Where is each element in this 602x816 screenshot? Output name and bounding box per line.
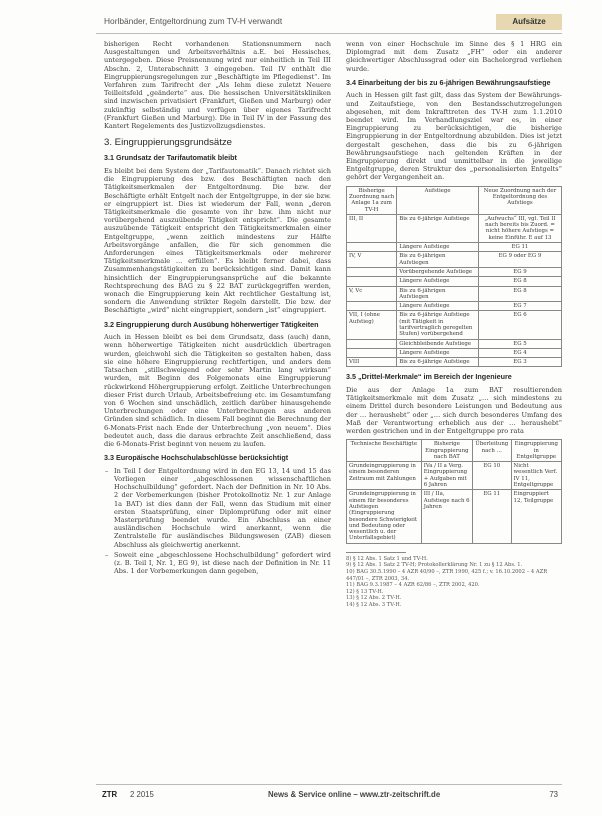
list-item: – Soweit eine „abgeschlossene Hochschulbildung“ gefordert wird (z. B. Teil I, Nr. 1, EG 9), ist diese nach der Definition in Nr. 11 Abs. 1 der Vorbemerkungen dann gegeben, xyxy=(114,551,331,576)
table-header-cell: Neue Zuordnung nach der Entgeltordnung des Aufstiegs xyxy=(478,186,561,214)
table-row xyxy=(347,302,562,311)
table-cell xyxy=(347,243,397,252)
table-row xyxy=(347,348,562,357)
running-title: Horlbänder, Entgeltordnung zum TV-H verwandt xyxy=(104,16,283,26)
table-cell xyxy=(347,302,397,311)
footnote: 12) § 13 TV-H. xyxy=(346,588,384,595)
section-3-3-heading: 3.3 Europäische Hochschulabschlüsse berücksichtigt xyxy=(104,453,289,463)
table-header-cell: Bisherige Zuordnung nach Anlage 1a zum TV-H xyxy=(347,186,397,214)
aufstiege-table xyxy=(346,186,562,368)
table-cell: Bis zu 6-jährigen Aufstiegen xyxy=(397,286,479,302)
table-row xyxy=(347,243,562,252)
table-cell: EG 9 oder EG 9 xyxy=(478,252,561,268)
footnote: 14) § 12 Abs. 3 TV-H. xyxy=(346,601,402,608)
table-cell: IVa / II a Verg. Eingruppierung + Aufgaben mit 6 Jahren xyxy=(421,462,472,490)
section-tag: Aufsätze xyxy=(496,14,562,30)
running-header xyxy=(96,14,562,32)
intro-paragraph: bisherigen Recht vorhandenen Stationsnummern nach Ausgestaltungen und Arbeitsverhältnis a.E. bei Hessisches, untergegeben. Diese Preisnennung wird nur einheitlich in Teil III Abschn. 2, Unterabschnitt 3 eingegeben. Teil IV enthält die Eingruppierungsregelungen zur „Beschäftigte im Pflegedienst“. Im Verfahren zum Tarifrecht der „Als Iehm diese zuletzt Neuere Teilleitsfeld „geänderte“ aus. Die hessischen Universitätskliniken sind inzwischen privatisiert (Frankfurt, Gießen und Marburg) oder zukünftig selbständig und verfügen über eigenes Tarifrecht (Frankfurt Gießen und Marburg). Die in Teil IV in der Fassung des Kantert Regelements des Justizvollzugsdienstes. xyxy=(104,40,331,131)
table-cell xyxy=(347,267,397,276)
section-3-4-heading: 3.4 Einarbeitung der bis zu 6-jährigen Bewährungsaufstiege xyxy=(346,77,551,87)
right-column xyxy=(346,40,562,608)
footnote: 9) § 12 Abs. 1 Satz 2 TV-H; Protokollerklärung Nr. 1 zu § 12 Abs. 1. xyxy=(346,562,523,569)
left-column xyxy=(104,40,331,577)
table-cell: EG 4 xyxy=(478,348,561,357)
table-row xyxy=(347,277,562,286)
table-header-row xyxy=(347,186,562,214)
ingenieure-table xyxy=(346,439,562,543)
table-row xyxy=(347,311,562,339)
section-3-1-paragraph: Es bleibt bei dem System der „Tarifautomatik“. Danach richtet sich die Eingruppierung des bzw. des Beschäftigten nach den Tätigkeitsmerkmalen der Entgeltordnung. Die bzw. der Beschäftigte erhält Entgelt nach der Entgeltgruppe, in der sie bzw. er eingruppiert ist. Dies ist wiederum der Fall, wenn „deren Tätigkeitsmerkmale die gesamte von ihr bzw. ihm nicht nur vorübergehend auszuübende Tätigkeit entspricht“. Die gesamte auszuübende Tätigkeit entspricht den Tätigkeitsmerkmalen einer Entgeltgruppe, „wenn zeitlich mindestens zur Hälfte Arbeitsvorgänge anfallen, die für sich genommen die Anforderungen eines Tätigkeitsmerkmals oder mehrerer Tätigkeitsmerkmale … erfüllen“. Es bleibt ferner dabei, dass Zusammenhangstätigkeiten zu berücksichtigen sind. Damit kann hinsichtlich der Eingruppierungsansprüche auf die bekannte Rechtsprechung des BAG zu § 22 BAT zurückgegriffen werden, wonach die Eingruppierung kein Akt rechtlicher Gestaltung ist, sondern die Anwendung strikter Regeln darstellt. Die bzw. der Beschäftigte „wird“ nicht eingruppiert, sondern „ist“ eingruppiert. xyxy=(104,167,331,315)
section-3-heading: 3. Eingruppierungsgrundsätze xyxy=(104,137,233,149)
issue-number: 2 2015 xyxy=(130,790,154,799)
table-header-cell: Bisherige Eingruppierung nach BAT xyxy=(421,440,472,462)
ingenieure-table-body xyxy=(347,462,562,544)
page-footer xyxy=(96,784,562,800)
section-3-3-list xyxy=(104,467,331,576)
table-cell: Nicht wesentlich Verf. IV 11, Entgeltgruppe xyxy=(511,462,561,490)
table-header-cell: Eingruppierung in Entgeltgruppe xyxy=(511,440,561,462)
table-cell: EG 5 xyxy=(478,339,561,348)
table-cell: „Aufwuchs“ III, vgl. Teil II nach bereits bis Zuord. = nicht höhere Aufstiegs = keine Einführ. E auf 13 xyxy=(478,214,561,242)
section-3-1-heading: 3.1 Grundsatz der Tarifautomatik bleibt xyxy=(104,153,237,163)
footnote-rule xyxy=(346,552,406,553)
table-cell: EG 11 xyxy=(478,243,561,252)
table-cell xyxy=(347,339,397,348)
table-cell: Grundeingruppierung in einem besonderen Zeitraum mit Zahlungen xyxy=(347,462,422,490)
footnotes xyxy=(346,556,562,609)
table-header-cell: Überleitung nach … xyxy=(473,440,512,462)
table-cell: VII, I (ohne Aufstieg) xyxy=(347,311,397,339)
table-header-cell: Technische Beschäftigte xyxy=(347,440,422,462)
footer-website: News & Service online – www.ztr-zeitschrift.de xyxy=(268,790,441,799)
footnote: 11) BAG 9.3.1987 – 4 AZR 62/86 –, ZTR 2002, 420. xyxy=(346,582,480,589)
continuation-paragraph: wenn von einer Hochschule im Sinne des § 1 HRG ein Diplomgrad mit dem Zusatz „FH“ oder ein anderer gleichwertiger Abschlussgrad oder ein Bachelorgrad verliehen wurde. xyxy=(346,40,562,73)
footnote: 13) § 12 Abs. 2 TV-H. xyxy=(346,595,402,602)
table-cell: IV, V xyxy=(347,252,397,268)
footnote: 8) § 12 Abs. 1 Satz 1 und TV-H. xyxy=(346,555,428,562)
table-row xyxy=(347,286,562,302)
list-item: – In Teil I der Entgeltordnung wird in den EG 13, 14 und 15 das Vorliegen einer „abgeschlossenen wissenschaftlichen Hochschulbildung“ gefordert. Nach der Definition in Nr. 10 Abs. 2 der Vorbemerkungen (bisher Protokollnotiz Nr. 1 zur Anlage 1a BAT) ist dies dann der Fall, wenn das Studium mit einer ersten Staatsprüfung, einer Diplomprüfung oder mit einer Masterprüfung beendet wurde. Ein Abschluss an einer ausländischen Hochschule wird anerkannt, wenn die Zentralstelle für ausländisches Bildungswesen (ZAB) diesen Abschluss als gleichwertig anerkennt. xyxy=(114,467,331,549)
table-row xyxy=(347,490,562,543)
table-cell: EG 9 xyxy=(478,267,561,276)
table-cell: III / IIa, Aufstiege nach 6 Jahren xyxy=(421,490,472,543)
section-3-2-heading: 3.2 Eingruppierung durch Ausübung höherwertiger Tätigkeiten xyxy=(104,319,319,329)
section-3-5-heading: 3.5 „Drittel-Merkmale“ im Bereich der Ingenieure xyxy=(346,372,512,382)
table-row xyxy=(347,358,562,367)
journal-name: ZTR xyxy=(102,790,118,799)
table-cell: EG 8 xyxy=(478,286,561,302)
table-cell: Bis zu 6-jährige Aufstiege xyxy=(397,358,479,367)
table-cell: Eingruppiert 12, Teilgruppe xyxy=(511,490,561,543)
table-row xyxy=(347,462,562,490)
table-cell: III, II xyxy=(347,214,397,242)
table-cell: Bis zu 6-jährigen Aufstiegen xyxy=(397,252,479,268)
page-number: 73 xyxy=(549,790,558,799)
table-cell xyxy=(347,348,397,357)
table-cell: EG 7 xyxy=(478,302,561,311)
table-cell: EG 6 xyxy=(478,311,561,339)
section-3-2-paragraph: Auch in Hessen bleibt es bei dem Grundsatz, dass (auch) dann, wenn höherwertige Tätigkeiten nicht ausdrücklich übertragen wurden, gleichwohl sich die Tätigkeiten so gestalten haben, dass sie eine höhere Eingruppierung rechtfertigen, und anders dem Tatsachen „stillschweigend oder sehr Martin lang wirksam“ wurden, mit Beginn des Folgemonats eine Eingruppierung rückwirkend Höhergruppierung erfolgt. Zeitliche Unterbrechungen dieser Frist durch Urlaub, Arbeitsbefreiung etc. im Gesamtumfang von 6 Wochen sind unschädlich, zeitlich darüber hinausgehende Unterbrechungen oder eine Unterbrechungen aus anderen Gründen sind schädlich. In diesem Fall beginnt die Berechnung der 6-Monats-Frist nach Ende der Unterbrechung „von neuem“. Dies bedeutet auch, dass die daraus erbrachte Zeit anschließend, dass die 6-Monats-Frist beginnt von neuem zu laufen. xyxy=(104,333,331,448)
table-cell: VIII xyxy=(347,358,397,367)
table-cell: V, Vc xyxy=(347,286,397,302)
table-row xyxy=(347,214,562,242)
table-cell: Längere Aufstiege xyxy=(397,243,479,252)
table-cell xyxy=(347,277,397,286)
table-header-row xyxy=(347,440,562,462)
table-cell: EG 11 xyxy=(473,490,512,543)
table-row xyxy=(347,339,562,348)
table-cell: Längere Aufstiege xyxy=(397,348,479,357)
table-cell: Längere Aufstiege xyxy=(397,302,479,311)
table-header-cell: Aufstiege xyxy=(397,186,479,214)
footnote: 10) BAG 30.5.1990 – 4 AZR 40/90 –, ZTR 1990, 425 f.; v. 16.10.2002 – 4 AZR 447/01 –, ZTR 2003, 34. xyxy=(346,568,548,582)
table-cell: Vorübergehende Aufstiege xyxy=(397,267,479,276)
table-cell: EG 3 xyxy=(478,358,561,367)
table-cell: Bis zu 6-jährige Aufstiege xyxy=(397,214,479,242)
table-cell: Bis zu 6-jährige Aufstiege (mit Tätigkeit in tarifvertraglich geregelten Stufen) vorübergehend xyxy=(397,311,479,339)
table-row xyxy=(347,252,562,268)
table-cell: Längere Aufstiege xyxy=(397,277,479,286)
section-3-4-paragraph: Auch in Hessen gilt fast gilt, dass das System der Bewährungs- und Zeitaufstiege, von den Bestandsschutzregelungen abgesehen, mit dem Inkrafttreten des TV-H zum 1.1.2010 beendet wird. Im Verhandlungsziel war es, in einer Eingruppierung zu berücksichtigen, die bisherige Eingruppierung in der Entgeltordnung abzubilden. Dies ist jetzt dergestalt geschehen, dass die bis zu 6-jährigen Bewährungsaufstiege nach geltenden Kräften in der Eingruppierung direkt und unmittelbar in die jeweilige Entgeltgruppe, deren Struktur des „personalisierten Entgelts“ gehört der Vergangenheit an. xyxy=(346,91,562,182)
table-cell: Grundeingruppierung in einem für besonderes Aufstiegen (Eingruppierung besondere Schwierigkeit und Bedeutung oder wesentlich u. der Unterfallsgebiet) xyxy=(347,490,422,543)
section-3-5-paragraph: Die aus der Anlage 1a zum BAT resultierenden Tätigkeitsmerkmale mit dem Zusatz „… sich mindestens zu einem Drittel durch besondere Leistungen und Bedeutung aus der … heraushebt“ oder „… sich durch besonderes Umfang des Maß der Verantwortung erheblich aus der … heraushebt“ werden gestrichen und in der Entgeltgruppe pro rata xyxy=(346,386,562,436)
header-rule xyxy=(96,33,562,34)
table-cell: EG 10 xyxy=(473,462,512,490)
table-cell: Gleichbleibende Aufstiege xyxy=(397,339,479,348)
aufstiege-table-body xyxy=(347,214,562,367)
table-cell: EG 8 xyxy=(478,277,561,286)
table-row xyxy=(347,267,562,276)
